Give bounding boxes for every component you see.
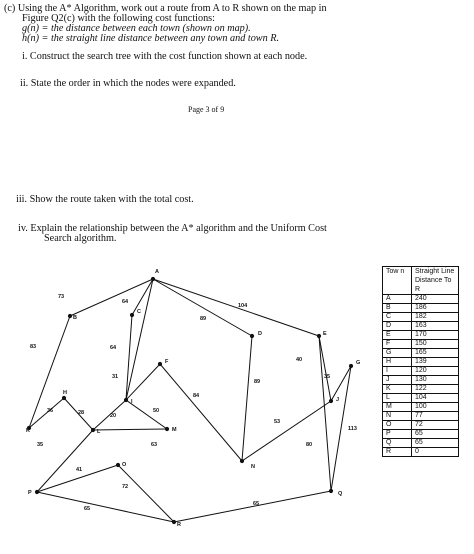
table-cell-distance: 163 [412,322,459,331]
town-label-c: C [137,309,141,315]
town-node-c [130,313,134,317]
table-cell-distance: 186 [412,304,459,313]
town-node-e [317,334,321,338]
table-row [383,322,459,331]
table-cell-town: E [383,331,412,340]
part-iv-line-1: iv. Explain the relationship between the A* algorithm and the Uniform Cost [18,223,327,234]
town-label-k: K [26,428,30,434]
table-cell-town: P [383,430,412,439]
edge-distance-label: 104 [238,303,248,309]
question-line-2: Figure Q2(c) with the following cost functions: [22,13,215,24]
town-node-p [35,490,39,494]
town-node-b [68,314,72,318]
straight-line-distance-table [382,266,459,457]
edge-distance-label: 63 [151,442,158,448]
edge-distance-label: 20 [110,413,117,419]
table-row [383,385,459,394]
town-label-a: A [155,269,159,275]
table-cell-distance: 120 [412,367,459,376]
edge-distance-label: 83 [30,344,37,350]
table-cell-distance: 65 [412,439,459,448]
table-cell-distance: 122 [412,385,459,394]
table-cell-town: F [383,340,412,349]
town-label-f: F [165,359,169,365]
table-cell-distance: 130 [412,376,459,385]
edge-distance-label: 72 [122,484,129,490]
town-node-f [158,362,162,366]
town-node-n [240,459,244,463]
table-row [383,340,459,349]
edge-p-r [37,492,174,522]
edge-d-n [242,336,252,461]
cost-function-g: g(n) = the distance between each town (shown on map). [22,23,251,34]
table-cell-distance: 104 [412,394,459,403]
table-row [383,304,459,313]
table-cell-town: N [383,412,412,421]
edge-o-r [118,465,174,522]
table-cell-distance: 72 [412,421,459,430]
cost-function-h: h(n) = the straight line distance between any town and town R. [22,33,280,44]
table-cell-town: D [383,322,412,331]
edge-f-i [126,364,160,400]
town-node-o [116,463,120,467]
table-cell-town: H [383,358,412,367]
table-body [383,295,459,457]
edge-distance-label: 53 [274,419,281,425]
edge-distance-label: 73 [58,294,65,300]
town-label-o: O [122,462,127,468]
town-label-j: J [336,397,340,403]
table-cell-town: C [383,313,412,322]
town-label-d: D [258,331,262,337]
table-row [383,331,459,340]
part-ii: ii. State the order in which the nodes were expanded. [20,78,236,89]
edge-distance-label: 50 [153,408,160,414]
table-row [383,394,459,403]
part-iii: iii. Show the route taken with the total cost. [16,194,194,205]
edge-distance-label: 64 [110,345,117,351]
town-node-i [124,398,128,402]
table-cell-distance: 0 [412,448,459,457]
town-node-r [172,520,176,524]
table-cell-town: Q [383,439,412,448]
town-label-g: G [356,360,361,366]
town-node-h [62,396,66,400]
part-i: i. Construct the search tree with the cost function shown at each node. [22,51,308,62]
edge-distance-label: 41 [76,467,83,473]
part-iv-line-2: Search algorithm. [44,233,117,244]
question-line-1: (c) Using the A* Algorithm, work out a route from A to R shown on the map in [4,3,327,14]
edge-distance-label: 84 [193,393,200,399]
edge-distance-label: 35 [37,442,44,448]
table-header-distance: Straight Line Distance To R [412,267,459,295]
town-label-e: E [323,331,327,337]
town-node-g [349,364,353,368]
town-node-l [91,428,95,432]
table-cell-distance: 139 [412,358,459,367]
town-label-m: M [172,427,177,433]
table-cell-distance: 170 [412,331,459,340]
town-node-a [151,277,155,281]
edge-distance-label: 65 [84,506,91,512]
edge-distance-label: 40 [296,357,303,363]
town-node-d [250,334,254,338]
table-row [383,439,459,448]
table-row [383,349,459,358]
edge-distance-label: 35 [324,374,331,380]
edge-distance-label: 64 [122,299,129,305]
table-row [383,358,459,367]
edge-m-l [93,429,167,430]
table-row [383,403,459,412]
edge-a-e [153,279,319,336]
table-row [383,367,459,376]
edge-q-e [319,336,331,491]
table-row [383,412,459,421]
edge-f-n [160,364,242,461]
town-label-h: H [63,390,67,396]
town-label-i: I [131,399,133,405]
table-row [383,448,459,457]
edge-distance-label: 113 [348,426,357,432]
edge-distance-label: 89 [254,379,261,385]
town-label-r: R [177,522,181,528]
town-label-q: Q [338,491,343,497]
table-cell-town: M [383,403,412,412]
table-cell-distance: 150 [412,340,459,349]
table-row [383,430,459,439]
table-cell-distance: 165 [412,349,459,358]
edge-e-j [319,336,331,401]
town-node-q [329,489,333,493]
table-cell-town: B [383,304,412,313]
table-row [383,313,459,322]
town-node-m [165,427,169,431]
table-cell-distance: 100 [412,403,459,412]
table-cell-town: J [383,376,412,385]
town-label-b: B [73,315,77,321]
edge-distance-label: 65 [253,501,260,507]
table-row [383,376,459,385]
town-label-n: N [251,464,255,470]
edge-distance-label: 89 [200,316,207,322]
table-cell-town: I [383,367,412,376]
table-row [383,421,459,430]
table-cell-town: A [383,295,412,304]
table-cell-town: O [383,421,412,430]
map-edges [29,279,351,522]
table-cell-town: G [383,349,412,358]
edge-distance-label: 36 [47,408,54,414]
town-node-j [329,399,333,403]
table-cell-town: K [383,385,412,394]
table-header-town: Tow n [383,267,412,295]
table-cell-distance: 182 [412,313,459,322]
town-label-p: P [28,490,32,496]
edge-distance-label: 31 [112,374,119,380]
edge-distance-label: 80 [306,442,313,448]
table-cell-distance: 77 [412,412,459,421]
page-number: Page 3 of 9 [188,105,225,114]
town-label-l: L [97,429,101,435]
table-cell-distance: 65 [412,430,459,439]
table-row [383,295,459,304]
edge-distance-label: 28 [78,410,85,416]
edge-j-n [242,401,331,461]
table-cell-town: L [383,394,412,403]
table-cell-town: R [383,448,412,457]
table-cell-distance: 240 [412,295,459,304]
edge-a-c [132,279,153,315]
